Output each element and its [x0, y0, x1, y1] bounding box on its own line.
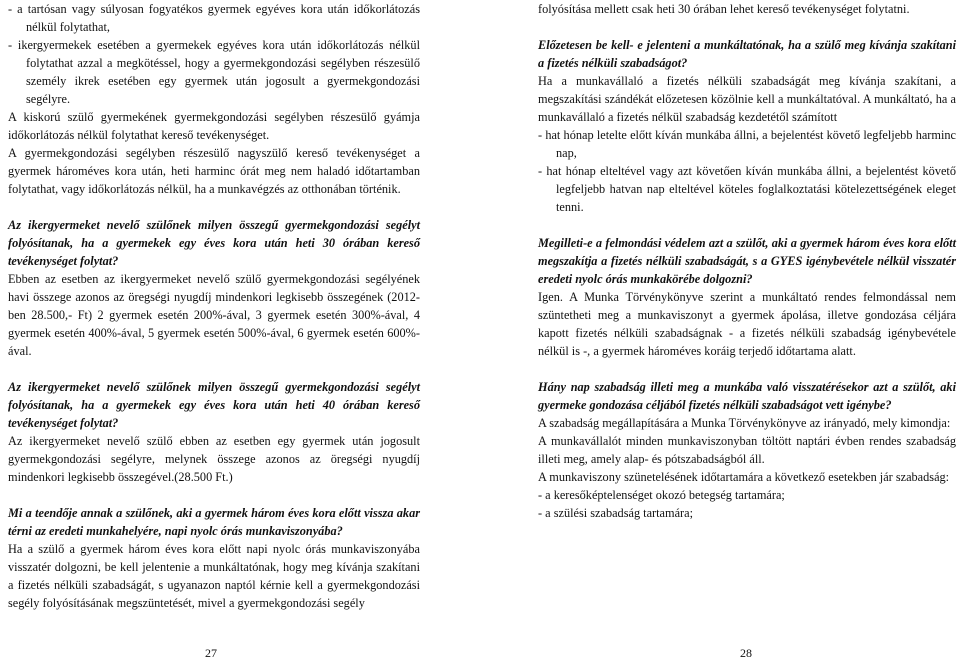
answer-paragraph: A szabadság megállapítására a Munka Törvénykönyve az irányadó, mely kimondja:: [538, 416, 951, 430]
spacer: [538, 18, 956, 36]
question-heading: Az ikergyermeket nevelő szülőnek milyen összegű gyermekgondozási segélyt folyósítanak, ha a gyermekek egy éves kora után heti 30 órában kereső tevékenységet folytat?: [8, 218, 420, 268]
paragraph: folyósítása mellett csak heti 30 órában lehet kereső tevékenységet folytatni.: [538, 2, 910, 16]
spacer: [8, 486, 420, 504]
spacer: [8, 198, 420, 216]
paragraph: A gyermekgondozási segélyben részesülő nagyszülő kereső tevékenységet a gyermek hároméves kora után, heti harminc órát meg nem haladó időtartamban folytathat, vagy időkorlátozás nélkül, ha a munkavégzés az otthonában történik.: [8, 146, 420, 196]
spacer: [8, 360, 420, 378]
question-heading: Megilleti-e a felmondási védelem azt a szülőt, aki a gyermek három éves kora előtt megszakítja a fizetés nélküli szabadságát, s a GYES igénybevétele nélkül visszatér eredeti nyolc órás munkakörébe dolgozni?: [538, 236, 956, 286]
paragraph: - ikergyermekek esetében a gyermekek egyéves kora után időkorlátozás nélkül folytathat azzal a megkötéssel, hogy a gyermekgondozási segélyben részesülő személy ikrek esetében egy gyermek után jogosult a gyermekgondozási segélyre.: [8, 38, 420, 106]
left-page-column: [8, 0, 420, 612]
paragraph: A kiskorú szülő gyermekének gyermekgondozási segélyben részesülő gyámja időkorlátozás nélkül folytathat kereső tevékenységet.: [8, 110, 420, 142]
spacer: [538, 360, 956, 378]
answer-paragraph: Ebben az esetben az ikergyermeket nevelő szülő gyermekgondozási segélyének havi összege azonos az öregségi nyugdíj mindenkori legkisebb összegének (2012-ben 28.500,- Ft) 2 gyermek esetén 200%-ával, 3 gyermek esetén 300%-ával, 4 gyermek esetén 400%-ával, 5 gyermek esetén 500%-ával, 6 gyermek esetén 600%-ával.: [8, 272, 420, 358]
list-item: - a szülési szabadság tartamára;: [538, 506, 694, 520]
answer-paragraph: A munkaviszony szünetelésének időtartamára a következő esetekben jár szabadság:: [538, 470, 950, 484]
answer-paragraph: Igen. A Munka Törvénykönyve szerint a munkáltató rendes felmondással nem szüntetheti meg a munkaviszonyt a gyermek ápolása, illetve gondozása céljára kapott fizetés nélküli szabadságnak - a fizetés nélküli szabadság igénybevétele nélkül is -, a gyermek hároméves koráig terjedő időtartama alatt.: [538, 290, 956, 358]
list-item: - hat hónap letelte előtt kíván munkába állni, a bejelentést követő legfeljebb harminc nap,: [538, 128, 956, 160]
list-item: - a keresőképtelenséget okozó betegség tartamára;: [538, 488, 785, 502]
question-heading: Hány nap szabadság illeti meg a munkába való visszatérésekor azt a szülőt, aki gyermeke gondozása céljából fizetés nélküli szabadságot vett igénybe?: [538, 380, 956, 412]
answer-paragraph: Az ikergyermeket nevelő szülő ebben az esetben egy gyermek után jogosult gyermekgondozási segélyre, melynek összege azonos az öregségi nyugdíj mindenkori legkisebb összegével.(28.500 Ft.): [8, 434, 420, 484]
paragraph: - a tartósan vagy súlyosan fogyatékos gyermek egyéves kora után időkorlátozás nélkül folytathat,: [8, 2, 420, 34]
list-item: - hat hónap elteltével vagy azt követően kíván munkába állni, a bejelentést követő legfeljebb hatvan nap elteltével köteles foglalkoztatási kötelezettségének eleget tenni.: [538, 164, 956, 214]
question-heading: Az ikergyermeket nevelő szülőnek milyen összegű gyermekgondozási segélyt folyósítanak, ha a gyermekek egy éves kora után heti 40 órában kereső tevékenységet folytat?: [8, 380, 420, 430]
answer-paragraph: Ha a szülő a gyermek három éves kora előtt napi nyolc órás munkaviszonyába visszatér dolgozni, be kell jelentenie a munkáltatónak, hogy meg kívánja szakítani a fizetés nélküli szabadságát, s ugyanazon naptól kérnie kell a gyermekgondozási segély folyósításának megszüntetését, mivel a gyermekgondozási segély: [8, 542, 420, 610]
answer-paragraph: Ha a munkavállaló a fizetés nélküli szabadságát meg kívánja szakítani, a megszakítási szándékát előzetesen közölnie kell a munkáltatóval. A munkáltató, ha a munkavállaló a fizetés nélkül szabadság kezdetétől számított: [538, 74, 956, 124]
question-heading: Mi a teendője annak a szülőnek, aki a gyermek három éves kora előtt vissza akar térni az eredeti munkahelyére, napi nyolc órás munkaviszonyába?: [8, 506, 420, 538]
question-heading: Előzetesen be kell- e jelenteni a munkáltatónak, ha a szülő meg kívánja szakítani a fizetés nélküli szabadságot?: [538, 38, 956, 70]
answer-paragraph: A munkavállalót minden munkaviszonyban töltött naptári évben rendes szabadság illeti meg, amely alap- és pótszabadságból áll.: [538, 434, 956, 466]
spacer: [538, 216, 956, 234]
right-page-column: [538, 0, 956, 522]
page-number-right: 28: [740, 646, 752, 660]
page-number-left: 27: [205, 646, 217, 660]
